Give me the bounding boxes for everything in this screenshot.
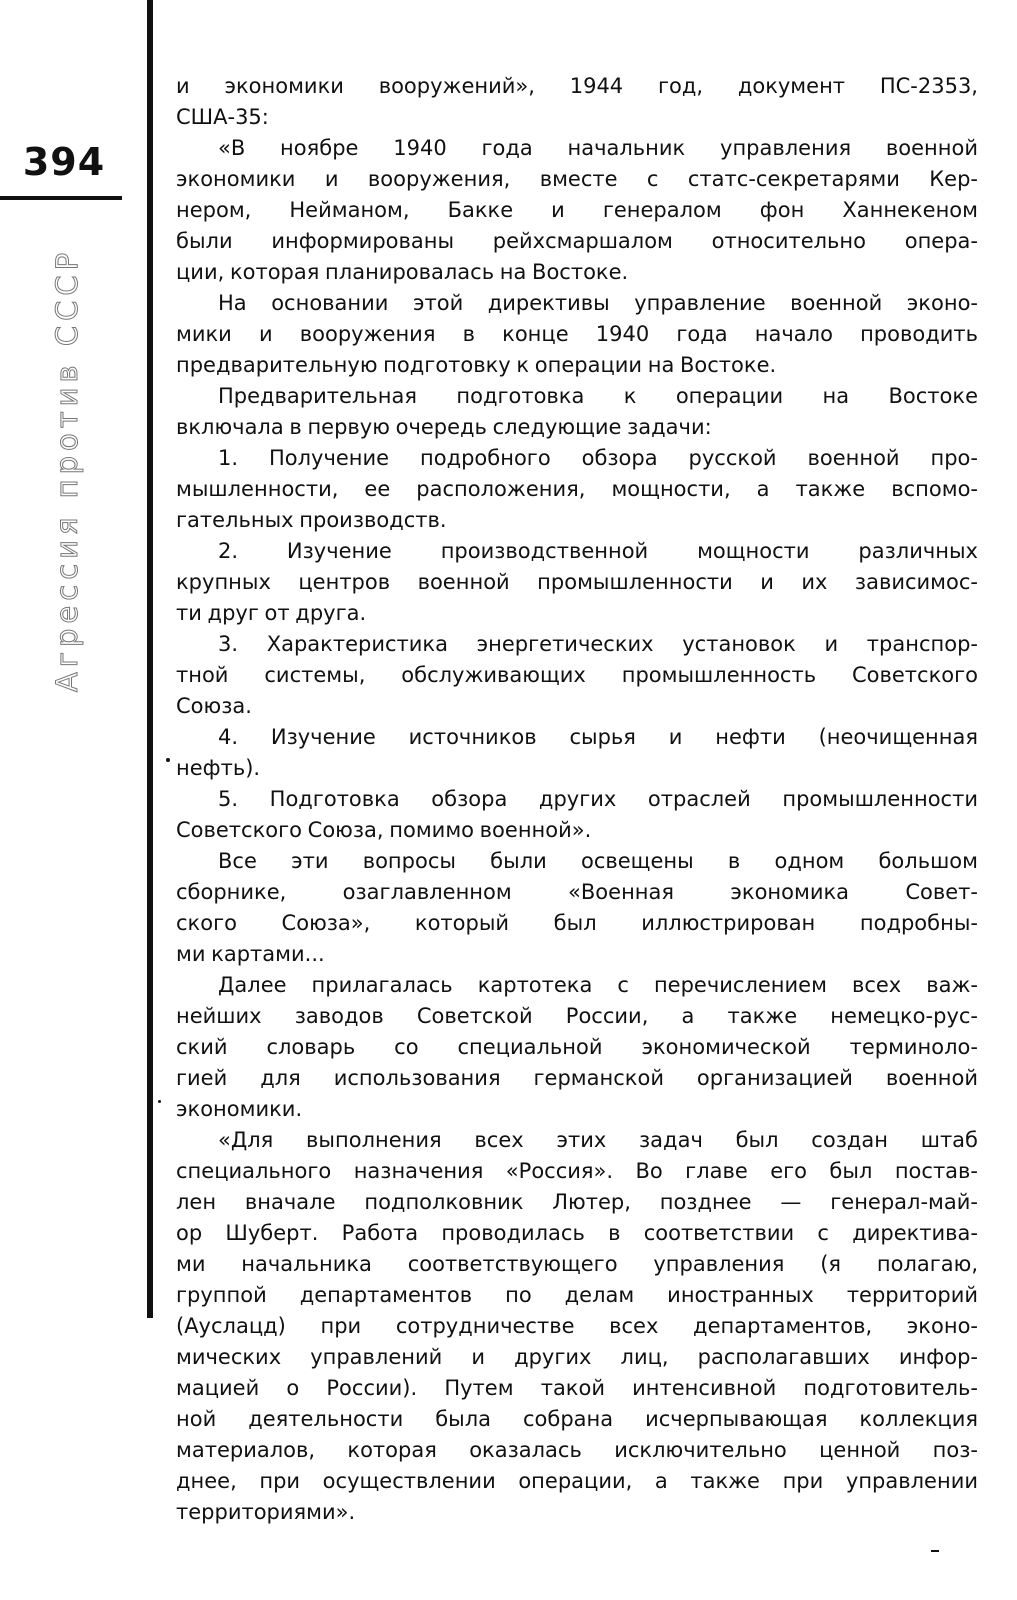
scan-speck [158,1100,161,1103]
text-line: ти друг от друга. [176,601,367,625]
text-line: ми начальника соответствующего управления (я полагаю, [176,1252,978,1276]
text-line: мических управлений и других лиц, располагавших инфор- [176,1345,978,1369]
text-line: «Для выполнения всех этих задач был создан штаб [218,1128,978,1152]
text-line: 4. Изучение источников сырья и нефти (неочищенная [218,725,978,749]
text-line: Предварительная подготовка к операции на Востоке [218,384,978,408]
text-line: крупных центров военной промышленности и их зависимос- [176,570,978,594]
text-line: лен вначале подполковник Лютер, позднее — генерал-май- [176,1190,978,1214]
text-line: экономики. [176,1097,303,1121]
text-line: ции, которая планировалась на Востоке. [176,260,629,284]
text-line: включала в первую очередь следующие задачи: [176,415,712,439]
text-line: ной деятельности была собрана исчерпывающая коллекция [176,1407,978,1431]
text-line: (Ауслацд) при сотрудничестве всех департаментов, эконо- [176,1314,978,1338]
text-line: ского Союза», который был иллюстрирован подробны- [176,911,978,935]
text-line: сборнике, озаглавленном «Военная экономика Совет- [176,880,978,904]
text-line: группой департаментов по делам иностранных территорий [176,1283,978,1307]
text-line: территориями». [176,1500,356,1524]
text-line: предварительную подготовку к операции на Востоке. [176,353,777,377]
text-line: Все эти вопросы были освещены в одном большом [218,849,978,873]
text-line: гией для использования германской организацией военной [176,1066,978,1090]
text-line: На основании этой директивы управление военной эконо- [218,291,978,315]
text-line: Союза. [176,694,252,718]
text-line: экономики и вооружения, вместе с статс-секретарями Кер- [176,167,978,191]
text-line: и экономики вооружений», 1944 год, документ ПС-2353, [176,74,978,98]
text-line: материалов, которая оказалась исключительно ценной поз- [176,1438,978,1462]
text-line: нейших заводов Советской России, а также немецко-рус- [176,1004,978,1028]
text-line: США-35: [176,105,269,129]
text-line: специального назначения «Россия». Во главе его был постав- [176,1159,978,1183]
scan-speck [166,758,170,762]
text-line: нером, Нейманом, Бакке и генералом фон Ханнекеном [176,198,978,222]
text-line: «В ноябре 1940 года начальник управления военной [218,136,978,160]
text-line: были информированы рейхсмаршалом относительно опера- [176,229,978,253]
page-number-underline [0,196,122,200]
text-line: Советского Союза, помимо военной». [176,818,592,842]
text-line: гательных производств. [176,508,447,532]
text-line: мацией о России). Путем такой интенсивной подготовитель- [176,1376,978,1400]
text-line: мики и вооружения в конце 1940 года начало проводить [176,322,978,346]
body-text [176,71,978,1528]
text-line: Далее прилагалась картотека с перечислением всех важ- [218,973,978,997]
text-line: тной системы, обслуживающих промышленность Советского [176,663,978,687]
text-line: 2. Изучение производственной мощности различных [218,539,978,563]
text-line: ми картами... [176,942,325,966]
text-line: днее, при осуществлении операции, а также при управлении [176,1469,978,1493]
running-head: Агрессия против СССР [50,247,84,693]
text-line: мышленности, ее расположения, мощности, а также вспомо- [176,477,978,501]
page-number: 394 [22,140,106,184]
scan-speck [931,1550,939,1552]
vertical-margin-rule [147,0,153,1318]
text-line: ский словарь со специальной экономической терминоло- [176,1035,978,1059]
text-line: 5. Подготовка обзора других отраслей промышленности [218,787,978,811]
text-line: 1. Получение подробного обзора русской военной про- [218,446,978,470]
text-line: нефть). [176,756,261,780]
text-line: ор Шуберт. Работа проводилась в соответствии с директива- [176,1221,978,1245]
text-line: 3. Характеристика энергетических установок и транспор- [218,632,978,656]
